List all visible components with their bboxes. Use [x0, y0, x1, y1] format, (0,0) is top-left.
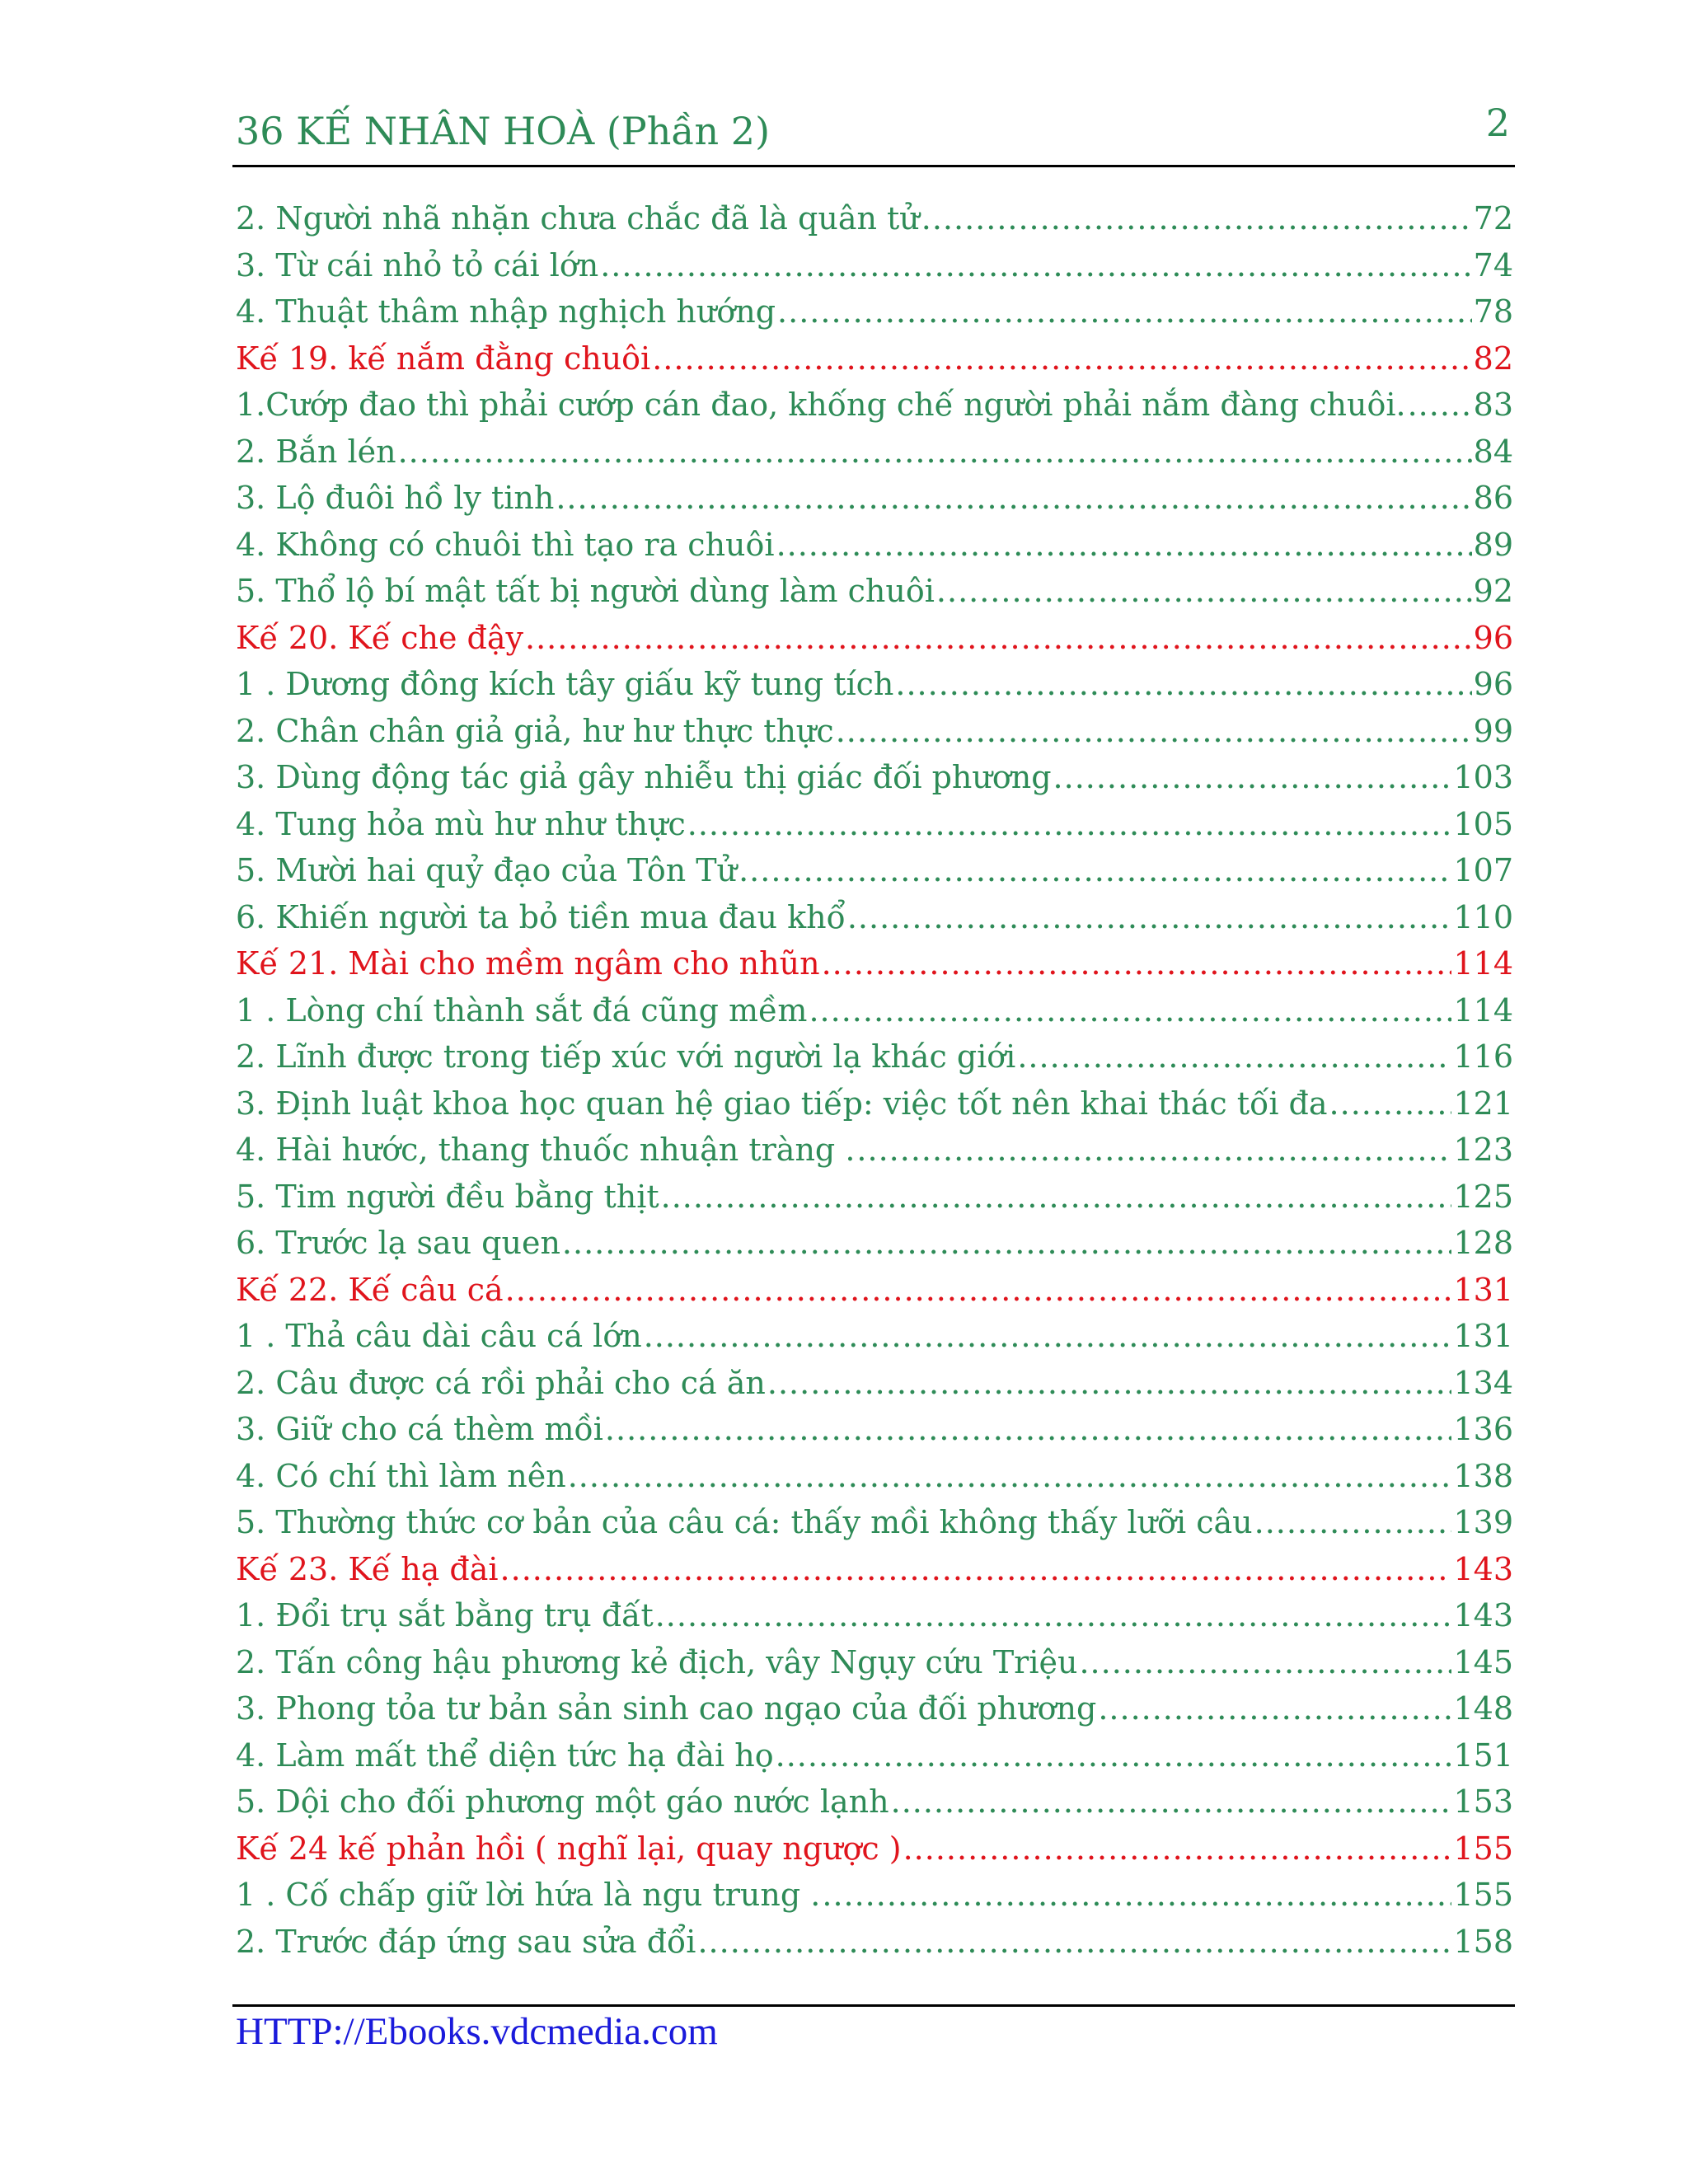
toc-entry-label: 1 . Dương đông kích tây giấu kỹ tung tích: [236, 666, 894, 702]
toc-section-entry[interactable]: [236, 1411, 1513, 1458]
table-of-contents: [236, 200, 1513, 1970]
toc-chapter-entry[interactable]: [236, 620, 1513, 667]
toc-entry-page: 143: [1453, 1550, 1513, 1587]
toc-dot-leader: [697, 1924, 1451, 1960]
toc-section-entry[interactable]: [236, 1783, 1513, 1830]
toc-entry-page: 96: [1473, 619, 1513, 656]
toc-entry-page: 139: [1453, 1504, 1513, 1540]
toc-entry-page: 158: [1453, 1923, 1513, 1960]
toc-entry-page: 155: [1453, 1830, 1513, 1867]
toc-section-entry[interactable]: [236, 247, 1513, 294]
toc-dot-leader: [822, 945, 1452, 982]
toc-section-entry[interactable]: [236, 1877, 1513, 1924]
toc-entry-page: 78: [1473, 293, 1513, 330]
toc-chapter-entry[interactable]: [236, 945, 1513, 992]
toc-chapter-entry[interactable]: [236, 340, 1513, 387]
toc-entry-label: 5. Thổ lộ bí mật tất bị người dùng làm chuôi: [236, 573, 935, 609]
toc-entry-label: Kế 19. kế nắm đằng chuôi: [236, 340, 651, 377]
toc-entry-page: 138: [1453, 1457, 1513, 1494]
toc-dot-leader: [1053, 759, 1452, 795]
toc-entry-label: 4. Có chí thì làm nên: [236, 1457, 566, 1494]
toc-section-entry[interactable]: [236, 992, 1513, 1039]
toc-dot-leader: [891, 1783, 1452, 1820]
toc-entry-label: Kế 21. Mài cho mềm ngâm cho nhũn: [236, 945, 820, 982]
toc-entry-label: 3. Từ cái nhỏ tỏ cái lớn: [236, 246, 599, 284]
toc-entry-page: 99: [1473, 712, 1513, 749]
toc-entry-label: 4. Không có chuôi thì tạo ra chuôi: [236, 526, 775, 563]
toc-entry-label: 5. Thường thức cơ bản của câu cá: thấy mồi không thấy lưỡi câu: [236, 1504, 1253, 1540]
toc-dot-leader: [903, 1830, 1452, 1867]
toc-section-entry[interactable]: [236, 1458, 1513, 1505]
toc-chapter-entry[interactable]: [236, 1830, 1513, 1877]
toc-entry-label: 4. Thuật thâm nhập nghịch hướng: [236, 293, 776, 330]
toc-section-entry[interactable]: [236, 527, 1513, 574]
toc-entry-label: 4. Tung hỏa mù hư như thực: [236, 805, 686, 842]
toc-entry-label: 3. Dùng động tác giả gây nhiễu thị giác đối phương: [236, 759, 1052, 795]
toc-section-entry[interactable]: [236, 1365, 1513, 1412]
book-title: 36 KẾ NHÂN HOÀ (Phần 2): [236, 109, 771, 153]
toc-entry-label: 6. Trước lạ sau quen: [236, 1225, 560, 1261]
toc-entry-label: 3. Lộ đuôi hồ ly tinh: [236, 480, 555, 516]
toc-section-entry[interactable]: [236, 387, 1513, 434]
toc-dot-leader: [556, 480, 1471, 516]
toc-dot-leader: [856, 1132, 1451, 1168]
toc-entry-page: 96: [1473, 666, 1513, 702]
toc-section-entry[interactable]: [236, 1085, 1513, 1132]
toc-entry-label: Kế 22. Kế câu cá: [236, 1271, 504, 1308]
toc-section-entry[interactable]: [236, 1038, 1513, 1085]
toc-dot-leader: [568, 1458, 1452, 1494]
toc-entry-page: 84: [1473, 433, 1513, 470]
toc-entry-page: 155: [1453, 1877, 1513, 1913]
toc-dot-leader: [600, 247, 1471, 284]
toc-entry-page: 148: [1453, 1690, 1513, 1727]
toc-entry-page: 128: [1453, 1225, 1513, 1261]
toc-section-entry[interactable]: [236, 480, 1513, 527]
toc-dot-leader: [500, 1551, 1452, 1587]
toc-entry-label: 2. Bắn lén: [236, 433, 396, 470]
toc-section-entry[interactable]: [236, 1737, 1513, 1784]
toc-dot-leader: [1017, 1038, 1451, 1075]
toc-section-entry[interactable]: [236, 852, 1513, 899]
toc-entry-label: 6. Khiến người ta bỏ tiền mua đau khổ: [236, 898, 846, 935]
toc-entry-page: 123: [1453, 1132, 1513, 1168]
toc-dot-leader: [895, 666, 1471, 702]
toc-entry-label: 2. Người nhã nhặn chưa chắc đã là quân tử: [236, 200, 920, 237]
toc-entry-page: 116: [1453, 1038, 1513, 1075]
toc-dot-leader: [605, 1411, 1452, 1447]
toc-entry-label: 1 . Thả câu dài câu cá lớn: [236, 1318, 642, 1354]
toc-dot-leader: [847, 899, 1452, 935]
toc-entry-page: 131: [1453, 1318, 1513, 1354]
toc-section-entry[interactable]: [236, 1179, 1513, 1226]
toc-entry-page: 72: [1473, 200, 1513, 237]
toc-entry-label: 5. Tim người đều bằng thịt: [236, 1178, 659, 1215]
toc-entry-page: 82: [1473, 340, 1513, 377]
toc-entry-page: 114: [1453, 991, 1513, 1029]
toc-entry-page: 145: [1453, 1643, 1513, 1680]
toc-dot-leader: [1408, 387, 1472, 423]
toc-dot-leader: [777, 293, 1472, 330]
toc-entry-label: Kế 23. Kế hạ đài: [236, 1550, 499, 1587]
toc-entry-page: 83: [1473, 387, 1513, 423]
toc-section-entry[interactable]: [236, 713, 1513, 760]
toc-entry-label: 3. Phong tỏa tư bản sản sinh cao ngạo của đối phương: [236, 1690, 1097, 1727]
toc-entry-label: 2. Câu được cá rồi phải cho cá ăn: [236, 1364, 766, 1401]
toc-dot-leader: [661, 1179, 1452, 1215]
toc-dot-leader: [1329, 1085, 1452, 1122]
toc-entry-label: 1.Cướp đao thì phải cướp cán đao, khống chế người phải nắm đàng chuôi.: [236, 387, 1406, 423]
toc-section-entry[interactable]: [236, 899, 1513, 946]
toc-chapter-entry[interactable]: [236, 1272, 1513, 1319]
toc-section-entry[interactable]: [236, 573, 1513, 620]
toc-dot-leader: [398, 434, 1472, 470]
toc-entry-page: 86: [1473, 480, 1513, 516]
toc-dot-leader: [525, 620, 1472, 656]
toc-dot-leader: [776, 1737, 1452, 1774]
toc-section-entry[interactable]: [236, 1924, 1513, 1971]
toc-entry-label: 4. Làm mất thể diện tức hạ đài họ: [236, 1736, 774, 1774]
page-header: [232, 99, 1515, 167]
toc-entry-label: 2. Trước đáp ứng sau sửa đổi: [236, 1923, 696, 1960]
toc-entry-page: 134: [1453, 1364, 1513, 1401]
toc-dot-leader: [644, 1318, 1452, 1354]
toc-dot-leader: [776, 527, 1472, 563]
toc-entry-page: 143: [1453, 1597, 1513, 1633]
toc-dot-leader: [921, 200, 1472, 237]
toc-section-entry[interactable]: [236, 1225, 1513, 1272]
toc-dot-leader: [1254, 1504, 1452, 1540]
toc-dot-leader: [767, 1365, 1452, 1401]
toc-dot-leader: [687, 806, 1452, 842]
toc-section-entry[interactable]: [236, 666, 1513, 713]
toc-entry-label: 5. Mười hai quỷ đạo của Tôn Tử: [236, 852, 738, 888]
toc-entry-label: 5. Dội cho đối phương một gáo nước lạnh: [236, 1783, 889, 1820]
toc-entry-page: 136: [1453, 1411, 1513, 1447]
toc-section-entry[interactable]: [236, 293, 1513, 340]
toc-entry-page: 92: [1473, 573, 1513, 609]
toc-section-entry[interactable]: [236, 1597, 1513, 1644]
toc-section-entry[interactable]: [236, 200, 1513, 247]
toc-entry-label: 1. Đổi trụ sắt bằng trụ đất: [236, 1597, 654, 1633]
toc-entry-page: 114: [1453, 945, 1513, 982]
toc-entry-label: 1 . Lòng chí thành sắt đá cũng mềm: [236, 991, 808, 1029]
toc-entry-page: 153: [1453, 1783, 1513, 1820]
toc-dot-leader: [738, 852, 1451, 888]
toc-entry-page: 103: [1453, 759, 1513, 795]
footer-website-link[interactable]: HTTP://Ebooks.vdcmedia.com: [236, 2010, 718, 2053]
toc-dot-leader: [562, 1225, 1452, 1261]
toc-entry-label: 2. Chân chân giả giả, hư hư thực thực: [236, 712, 834, 749]
toc-entry-page: 89: [1473, 526, 1513, 563]
toc-dot-leader: [822, 1877, 1451, 1913]
toc-section-entry[interactable]: [236, 1690, 1513, 1737]
toc-section-entry[interactable]: [236, 806, 1513, 853]
toc-dot-leader: [936, 573, 1472, 609]
toc-entry-page: 110: [1453, 898, 1513, 935]
toc-section-entry[interactable]: [236, 1318, 1513, 1365]
toc-dot-leader: [809, 992, 1451, 1029]
toc-entry-page: 105: [1453, 805, 1513, 842]
toc-entry-label: Kế 24 kế phản hồi ( nghĩ lại, quay ngược ): [236, 1830, 902, 1867]
toc-dot-leader: [652, 340, 1471, 377]
page-number: 2: [1485, 101, 1510, 145]
toc-entry-page: 125: [1453, 1178, 1513, 1215]
toc-entry-label: 2. Tấn công hậu phương kẻ địch, vây Ngụy cứu Triệu: [236, 1643, 1078, 1680]
toc-entry-label: Kế 20. Kế che đậy: [236, 619, 523, 656]
toc-section-entry[interactable]: [236, 759, 1513, 806]
toc-entry-label: 2. Lĩnh được trong tiếp xúc với người lạ khác giới: [236, 1038, 1016, 1075]
footer-divider: [232, 2004, 1515, 2007]
toc-entry-label: 3. Định luật khoa học quan hệ giao tiếp: việc tốt nên khai thác tối đa: [236, 1085, 1328, 1122]
toc-entry-page: 107: [1453, 852, 1513, 888]
toc-section-entry[interactable]: [236, 1644, 1513, 1691]
toc-dot-leader: [836, 713, 1472, 749]
toc-section-entry[interactable]: [236, 434, 1513, 480]
toc-entry-label: 1 . Cố chấp giữ lời hứa là ngu trung .: [236, 1877, 821, 1913]
toc-entry-page: 74: [1473, 246, 1513, 284]
toc-dot-leader: [1098, 1690, 1451, 1727]
toc-entry-label: 3. Giữ cho cá thèm mồi: [236, 1411, 603, 1447]
toc-section-entry[interactable]: [236, 1504, 1513, 1551]
toc-chapter-entry[interactable]: [236, 1551, 1513, 1598]
toc-entry-page: 151: [1453, 1736, 1513, 1774]
toc-entry-page: 131: [1453, 1271, 1513, 1308]
toc-dot-leader: [505, 1272, 1452, 1308]
toc-dot-leader: [1079, 1644, 1451, 1680]
toc-entry-page: 121: [1453, 1085, 1513, 1122]
toc-entry-label: 4. Hài hước, thang thuốc nhuận tràng .: [236, 1132, 856, 1168]
toc-section-entry[interactable]: [236, 1132, 1513, 1179]
toc-dot-leader: [655, 1597, 1452, 1633]
